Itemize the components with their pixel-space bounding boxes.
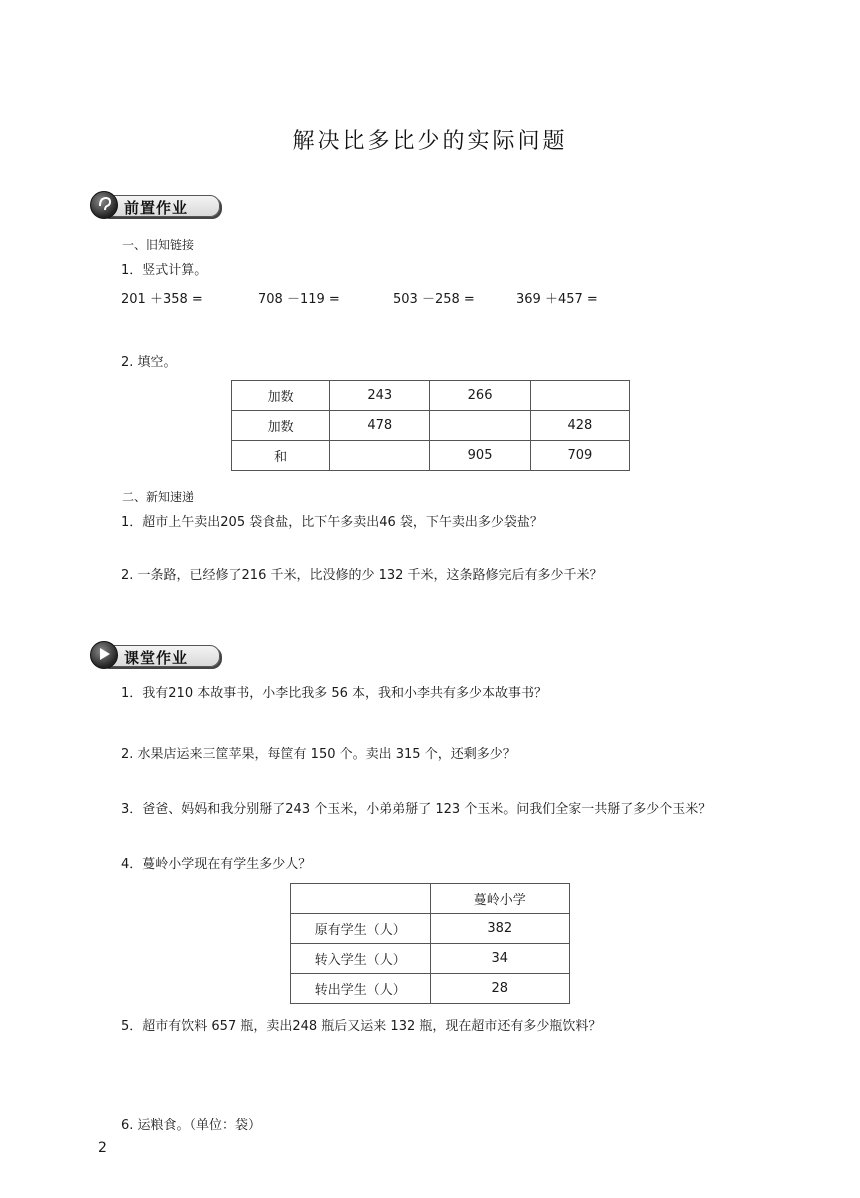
play-icon: [90, 641, 118, 669]
table-cell: 34: [430, 944, 569, 974]
page-number: 2: [98, 1140, 107, 1156]
table-cell: 709: [530, 441, 629, 471]
fill-table: [231, 380, 630, 471]
page-title: 解决比多比少的实际问题: [292, 129, 568, 154]
table-cell: 266: [430, 381, 530, 411]
part-heading: 一、旧知链接: [122, 238, 195, 252]
question: 2. 一条路，已经修了216 千米，比没修的少 132 千米，这条路修完后有多少千米？: [121, 568, 603, 583]
question: 1．我有210 本故事书，小李比我多 56 本，我和小李共有多少本故事书？: [121, 686, 548, 701]
question: 5．超市有饮料 657 瓶，卖出248 瓶后又运来 132 瓶，现在超市还有多少瓶饮料？: [121, 1019, 602, 1034]
calc-item: 503 －258 =: [393, 292, 475, 307]
table-cell: 和: [232, 441, 330, 471]
calc-item: 708 －119 =: [258, 292, 340, 307]
question: 1．竖式计算。: [121, 263, 208, 278]
question: 2. 填空。: [121, 355, 177, 370]
table-cell: 原有学生（人）: [291, 914, 431, 944]
table-cell: [291, 884, 431, 914]
question: 1．超市上午卖出205 袋食盐，比下午多卖出46 袋，下午卖出多少袋盐？: [121, 515, 543, 530]
table-cell: 28: [430, 974, 569, 1004]
table-cell: 蔓岭小学: [430, 884, 569, 914]
table-cell: 428: [530, 411, 629, 441]
section-banner-class: [90, 643, 230, 669]
calc-item: 201 ＋358 =: [121, 292, 203, 307]
question: 4．蔓岭小学现在有学生多少人？: [121, 857, 312, 872]
question: 2. 水果店运来三筐苹果，每筐有 150 个。卖出 315 个，还剩多少？: [121, 747, 516, 762]
section-label: 课堂作业: [124, 649, 189, 667]
table-cell: 转出学生（人）: [291, 974, 431, 1004]
table-cell: 905: [430, 441, 530, 471]
calc-item: 369 ＋457 =: [516, 292, 598, 307]
table-cell: 加数: [232, 381, 330, 411]
part-heading: 二、新知速递: [122, 490, 195, 504]
question: 3．爸爸、妈妈和我分别掰了243 个玉米，小弟弟掰了 123 个玉米。问我们全家一共掰了多少个玉米？: [121, 802, 712, 817]
ear-icon: [90, 191, 118, 219]
school-table: [290, 883, 570, 1004]
table-cell: 转入学生（人）: [291, 944, 431, 974]
table-cell: 382: [430, 914, 569, 944]
section-label: 前置作业: [124, 199, 189, 217]
table-cell: [530, 381, 629, 411]
question: 6. 运粮食。（单位：袋）: [121, 1118, 262, 1133]
table-cell: 478: [330, 411, 430, 441]
section-banner-pre: [90, 193, 230, 219]
table-cell: 加数: [232, 411, 330, 441]
table-cell: [430, 411, 530, 441]
table-cell: 243: [330, 381, 430, 411]
table-cell: [330, 441, 430, 471]
